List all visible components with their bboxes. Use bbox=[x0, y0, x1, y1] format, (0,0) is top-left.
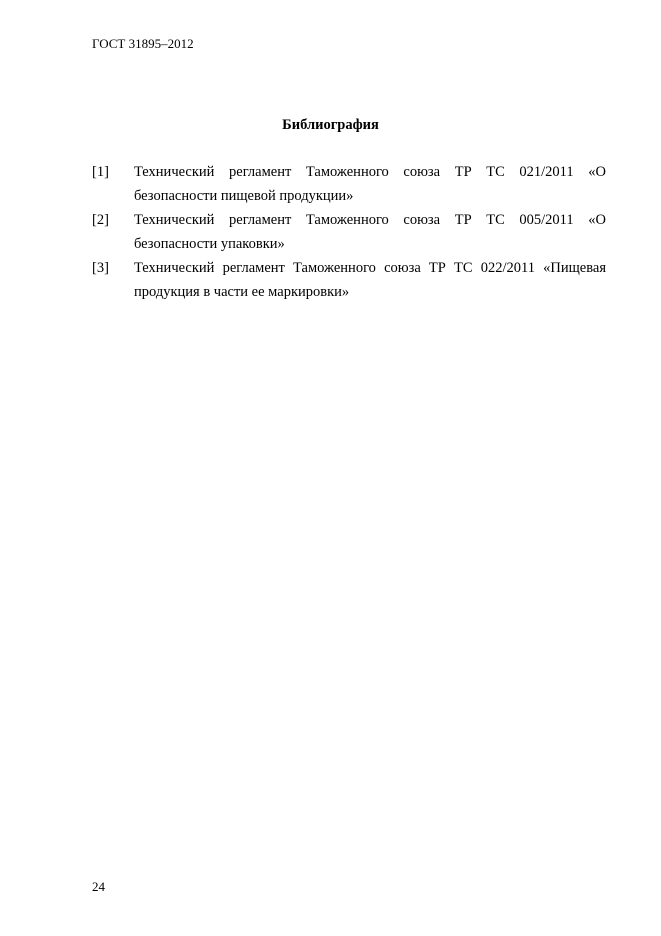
item-text-line: Технический регламент Таможенного союза ТР ТС 022/2011 «Пищевая bbox=[134, 260, 606, 276]
bibliography-list bbox=[92, 160, 606, 304]
item-text-line: Технический регламент Таможенного союза ТР ТС 021/2011 «О bbox=[134, 164, 606, 180]
bibliography-item bbox=[92, 160, 606, 208]
item-text-line: Технический регламент Таможенного союза ТР ТС 005/2011 «О bbox=[134, 212, 606, 228]
item-text-line: безопасности упаковки» bbox=[134, 236, 285, 252]
bibliography-item bbox=[92, 208, 606, 256]
item-number: [1] bbox=[92, 164, 109, 180]
section-title: Библиография bbox=[282, 117, 379, 133]
page-number: 24 bbox=[92, 879, 105, 894]
item-number: [3] bbox=[92, 260, 109, 276]
item-number: [2] bbox=[92, 212, 109, 228]
item-text-line: безопасности пищевой продукции» bbox=[134, 188, 354, 204]
bibliography-item bbox=[92, 256, 606, 304]
item-text-line: продукция в части ее маркировки» bbox=[134, 284, 350, 300]
document-header: ГОСТ 31895–2012 bbox=[92, 36, 194, 51]
